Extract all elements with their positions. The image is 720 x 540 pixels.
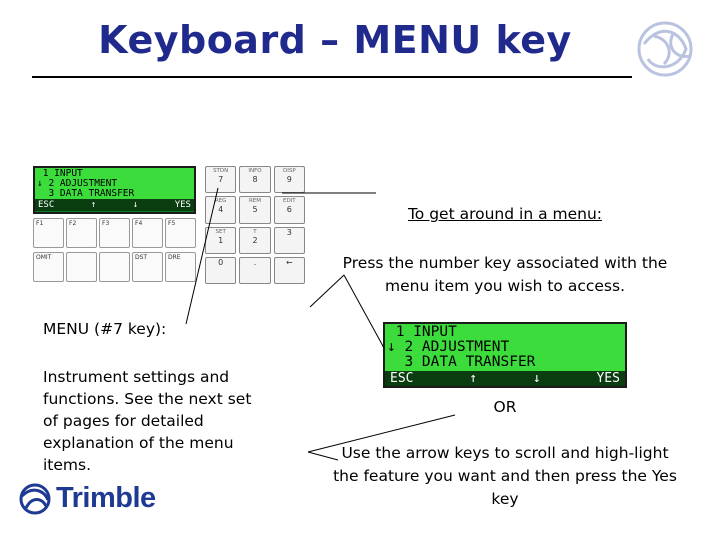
function-key-row-2: [33, 252, 196, 282]
softkey-up[interactable]: ↑: [469, 371, 478, 386]
trimble-rose-icon: [634, 14, 696, 84]
lcd-row: ↓ 2 ADJUSTMENT: [37, 178, 118, 189]
softkey-yes[interactable]: YES: [596, 371, 620, 386]
softkey-down[interactable]: ↓: [132, 200, 139, 210]
menu-key-label: MENU (#7 key):: [43, 320, 167, 338]
lcd-row: 1 INPUT: [37, 168, 83, 179]
lcd-row: 3 DATA TRANSFER: [37, 188, 135, 199]
trimble-globe-icon: [16, 482, 54, 516]
softkey-esc[interactable]: ESC: [38, 200, 55, 210]
num-key-3[interactable]: 3: [274, 227, 305, 254]
trimble-wordmark: Trimble: [56, 482, 156, 514]
lcd-row: ↓ 2 ADJUSTMENT: [387, 339, 510, 355]
function-key[interactable]: F4: [132, 218, 163, 248]
press-number-instruction: Press the number key associated with the menu item you wish to access.: [342, 254, 668, 295]
function-key[interactable]: [66, 252, 97, 282]
function-key-row: [33, 218, 196, 248]
num-key-backspace[interactable]: ←: [274, 257, 305, 284]
softkey-down[interactable]: ↓: [532, 371, 541, 386]
numeric-keypad: [205, 166, 305, 284]
num-key-1[interactable]: SET 1: [205, 227, 236, 254]
num-key-5[interactable]: REM 5: [239, 196, 270, 223]
num-key-7[interactable]: STDN 7: [205, 166, 236, 193]
num-key-8[interactable]: INFO 8: [239, 166, 270, 193]
function-key[interactable]: F3: [99, 218, 130, 248]
num-key-0[interactable]: 0: [205, 257, 236, 284]
lcd-row: 1 INPUT: [387, 324, 457, 340]
function-key[interactable]: OMIT: [33, 252, 64, 282]
trimble-logo: [16, 482, 161, 518]
function-key[interactable]: DRE: [165, 252, 196, 282]
or-separator: OR: [493, 398, 517, 416]
menu-navigation-heading: To get around in a menu:: [407, 205, 603, 223]
softkey-yes[interactable]: YES: [174, 200, 191, 210]
arrow-keys-instruction: Use the arrow keys to scroll and high-light the feature you want and then press the Yes key: [333, 444, 677, 508]
function-key[interactable]: F1: [33, 218, 64, 248]
keypad-lcd-display: [33, 166, 196, 214]
lcd-menu-enlarged: [383, 322, 627, 388]
function-key[interactable]: F5: [165, 218, 196, 248]
lcd-row: 3 DATA TRANSFER: [387, 354, 536, 370]
function-key[interactable]: [99, 252, 130, 282]
num-key-6[interactable]: EDIT 6: [274, 196, 305, 223]
function-key[interactable]: F2: [66, 218, 97, 248]
menu-key-description: Instrument settings and functions. See the next set of pages for detailed explanation of the menu items.: [43, 368, 252, 474]
softkey-esc[interactable]: ESC: [390, 371, 414, 386]
num-key-4[interactable]: REG 4: [205, 196, 236, 223]
softkey-up[interactable]: ↑: [90, 200, 97, 210]
num-key-dot[interactable]: .: [239, 257, 270, 284]
num-key-9[interactable]: DISP 9: [274, 166, 305, 193]
title-divider: [32, 76, 632, 78]
function-key[interactable]: DST: [132, 252, 163, 282]
num-key-2[interactable]: T 2: [239, 227, 270, 254]
slide-title: Keyboard – MENU key: [98, 18, 572, 62]
keypad-illustration: [33, 166, 305, 286]
